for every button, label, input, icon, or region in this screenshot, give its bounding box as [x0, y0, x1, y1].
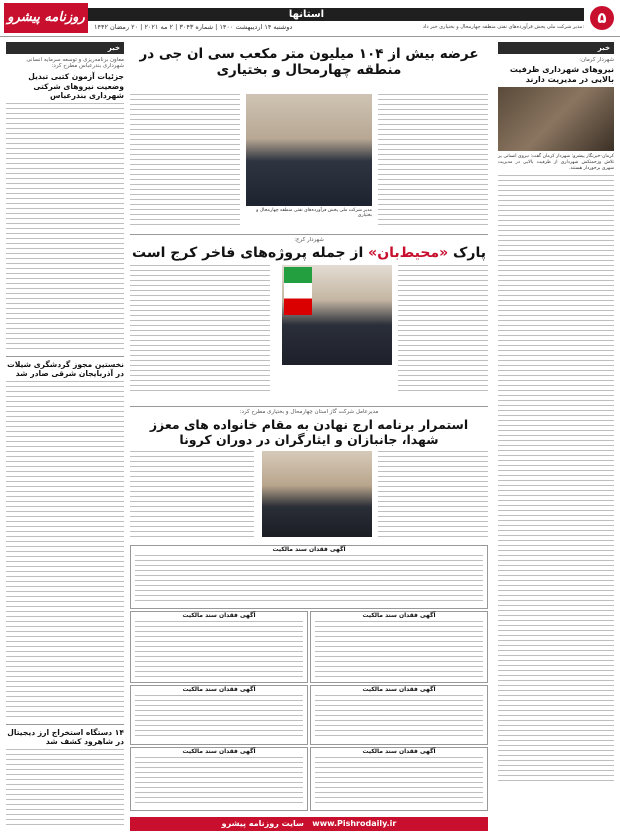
ad-title: آگهی فقدان سند مالکیت — [272, 546, 346, 553]
ad-box-1 — [130, 545, 488, 609]
divider — [6, 356, 124, 357]
left-column-label: خبر — [6, 42, 124, 54]
right-headline: نیروهای شهرداری ظرفیت بالایی در مدیریت دارند — [509, 65, 614, 84]
story2-headline-part2: از جمله پروژه‌های فاخر کرج است — [132, 245, 369, 261]
ad-box-7 — [130, 747, 308, 811]
divider — [6, 724, 124, 725]
story1-text-right — [378, 94, 488, 229]
dateline: دوشنبه ۱۴ اردیبهشت ۱۴۰۰ | شماره ۳۰۴۳ | ۲ مه ۲۰۲۱ | ۲۰ رمضان ۱۴۴۲ — [94, 23, 293, 31]
top-note: مدیر شرکت ملی پخش فرآورده‌های نفتی منطقه چهارمحال و بختیاری خبر داد: — [422, 24, 584, 30]
right-column — [498, 42, 614, 812]
right-lead: کرمان-خبرنگار پیشرو: شهردار کرمان گفت: نیروی انسانی پر تلاش وزحمتکش شهرداری از ظرفیت بالایی در مدیریت شهری برخوردار هستند. — [498, 154, 614, 171]
left-headline-1: جزئیات آزمون کتبی تبدیل وضعیت نیروهای شرکتی شهرداری بندرعباس — [28, 72, 124, 100]
page-header — [0, 0, 620, 37]
footer-site-label: سایت روزنامه پیشرو — [221, 819, 304, 828]
ad-box-2 — [310, 611, 488, 683]
ad-box-3 — [130, 611, 308, 683]
left-column — [6, 42, 124, 812]
left-body-1 — [6, 103, 124, 353]
newspaper-logo: روزنامه پیشرو — [4, 3, 88, 33]
story3-headline: استمرار برنامه ارج نهادن به مقام خانواده های معزز شهدا، جانبازان و ایثارگران در دوران کرونا — [149, 417, 469, 447]
ad-title: آگهی فقدان سند مالکیت — [362, 612, 436, 619]
ad-box-6 — [310, 747, 488, 811]
iran-flag — [284, 267, 312, 315]
ad-text — [315, 695, 483, 739]
ad-text — [135, 555, 483, 603]
left-body-3 — [6, 749, 124, 829]
ad-text — [135, 757, 303, 805]
ad-title: آگهی فقدان سند مالکیت — [182, 686, 256, 693]
footer-url[interactable]: www.Pishrodaily.ir — [312, 819, 397, 828]
ad-title: آگهی فقدان سند مالکیت — [182, 748, 256, 755]
left-headline-3: ۱۴ دستگاه استخراج ارز دیجیتال در شاهرود کشف شد — [7, 727, 124, 746]
story1-caption: مدیر شرکت ملی پخش فرآورده‌های نفتی منطقه چهارمحال و بختیاری — [256, 208, 372, 218]
right-column-label: خبر — [498, 42, 614, 54]
left-headline-2: نخستین مجوز گردشگری شیلات در آذربایجان شرقی صادر شد — [7, 359, 124, 378]
right-body-text — [498, 175, 614, 785]
story2-text-right — [398, 265, 488, 395]
ad-text — [315, 621, 483, 677]
story3-text-left — [130, 451, 254, 537]
section-title: استانها — [29, 8, 584, 21]
story3-photo — [262, 451, 372, 537]
left-kicker: معاون برنامه‌ریزی و توسعه سرمایه انسانی شهرداری بندرعباس مطرح کرد: — [26, 57, 124, 69]
page-number: ۵ — [590, 6, 614, 30]
story2-headline — [130, 245, 488, 261]
ad-box-5 — [130, 685, 308, 745]
ad-box-4 — [310, 685, 488, 745]
story3-kicker: مدیرعامل شرکت گاز استان چهارمحال و بختیاری مطرح کرد: — [239, 409, 379, 415]
story1-photo — [246, 94, 372, 206]
ad-title: آگهی فقدان سند مالکیت — [182, 612, 256, 619]
left-body-2 — [6, 381, 124, 721]
right-kicker: شهردار کرمان: — [579, 57, 614, 63]
ad-text — [315, 757, 483, 805]
story1-text-left — [130, 94, 240, 229]
ad-text — [135, 695, 303, 739]
right-photo — [498, 87, 614, 151]
main-headline: عرضه بیش از ۱۰۴ میلیون متر مکعب سی ان جی در منطقه چهارمحال و بختیاری — [139, 46, 479, 78]
story3-text-right — [378, 451, 488, 537]
ad-title: آگهی فقدان سند مالکیت — [362, 748, 436, 755]
story2-text-left — [130, 265, 270, 395]
story2-kicker: شهردار کرج: — [294, 237, 324, 243]
main-area — [130, 42, 488, 812]
ad-text — [135, 621, 303, 677]
story2-headline-part1: پارک — [448, 245, 486, 261]
ad-title: آگهی فقدان سند مالکیت — [362, 686, 436, 693]
footer-bar — [130, 817, 488, 831]
story2-headline-red: «محیط‌بان» — [368, 245, 449, 261]
